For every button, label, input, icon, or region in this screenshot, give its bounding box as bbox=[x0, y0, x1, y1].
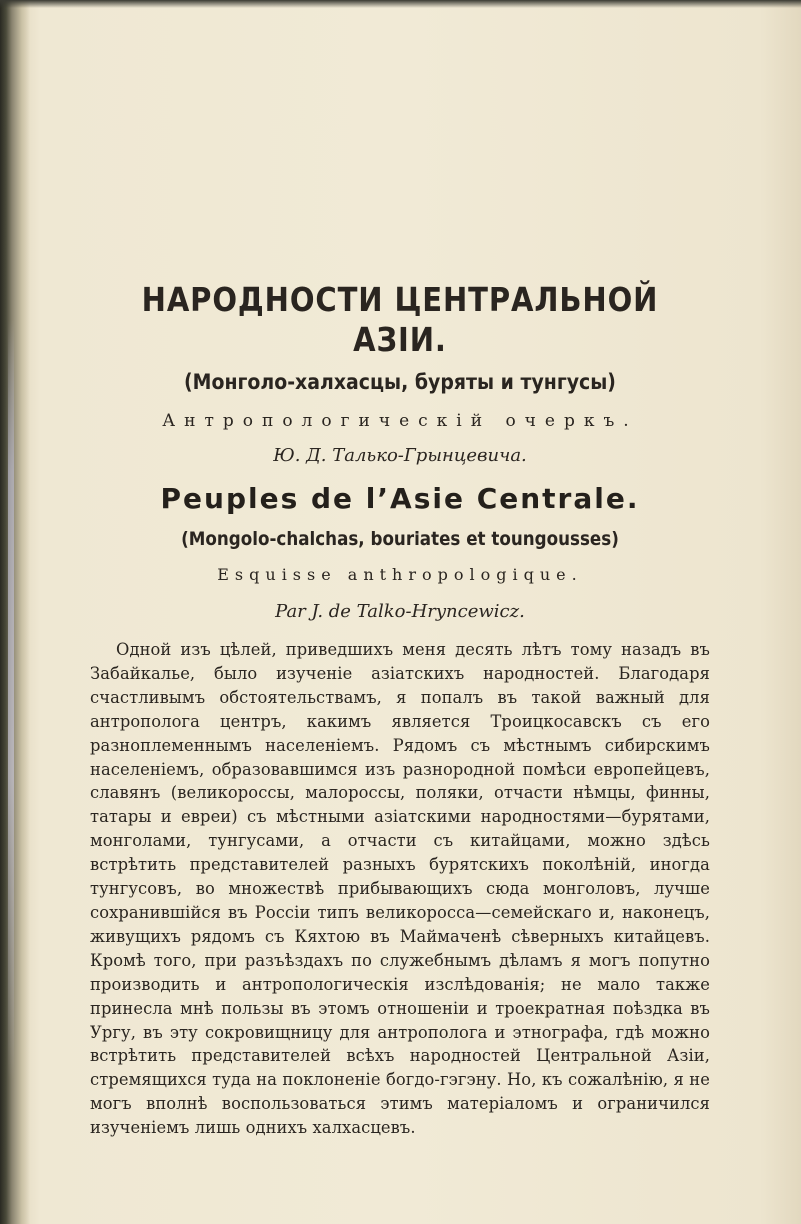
french-author: Par J. de Talko-Hryncewicz. bbox=[275, 601, 525, 622]
french-essay-type: Esquisse anthropologique. bbox=[217, 565, 583, 584]
article-title: НАРОДНОСТИ ЦЕНТРАЛЬНОЙ АЗІИ. bbox=[141, 280, 659, 359]
article-subtitle: (Монголо-халхасцы, буряты и тунгусы) bbox=[184, 370, 616, 394]
book-spine-shadow bbox=[0, 0, 30, 1224]
essay-type: Антропологическій очеркъ. bbox=[162, 411, 638, 431]
french-subtitle: (Mongolo-chalchas, bouriates et toungousses) bbox=[181, 528, 619, 550]
french-title: Peuples de l’Asie Centrale. bbox=[160, 482, 640, 515]
page-top-edge bbox=[0, 0, 801, 8]
body-paragraph: Одной изъ цѣлей, приведшихъ меня десять лѣтъ тому назадъ въ Забайкалье, было изученіе азіатскихъ народностей. Благодаря счастливымъ обстоятельствамъ, я попалъ въ такой важный для антрополога центръ, какимъ является Троицкосавскъ съ его разноплеменнымъ населеніемъ. Рядомъ съ мѣстнымъ сибирскимъ населеніемъ, образовавшимся изъ разнородной помѣси европейцевъ, славянъ (великороссы, малороссы, поляки, отчасти нѣмцы, финны, татары и евреи) съ мѣстными азіатскими народностями—бурятами, монголами, тунгусами, а отчасти съ китайцами, можно здѣсь встрѣтить представителей разныхъ бурятскихъ поколѣній, иногда тунгусовъ, во множествѣ прибывающихъ сюда монголовъ, лучше сохранившійся въ Россіи типъ великоросса—семейскаго и, наконецъ, живущихъ рядомъ съ Кяхтою въ Маймаченѣ сѣверныхъ китайцевъ. Кромѣ того, при разъѣздахъ по служебнымъ дѣламъ я могъ попутно производить и антропологическія изслѣдованія; не мало также принесла мнѣ пользы въ этомъ отношеніи и троекратная поѣздка въ Ургу, въ эту сокровищницу для антрополога и этнографа, гдѣ можно встрѣтить представителей всѣхъ народностей Центральной Азіи, стремящихся туда на поклоненіе богдо-гэгэну. Но, къ сожалѣнію, я не могъ вполнѣ воспользоваться этимъ матеріаломъ и ограничился изученіемъ лишь однихъ халхасцевъ. bbox=[90, 640, 710, 1138]
article bbox=[90, 280, 710, 1140]
article-author: Ю. Д. Талько-Грынцевича. bbox=[273, 445, 527, 466]
spine-ribbon bbox=[8, 320, 14, 1080]
